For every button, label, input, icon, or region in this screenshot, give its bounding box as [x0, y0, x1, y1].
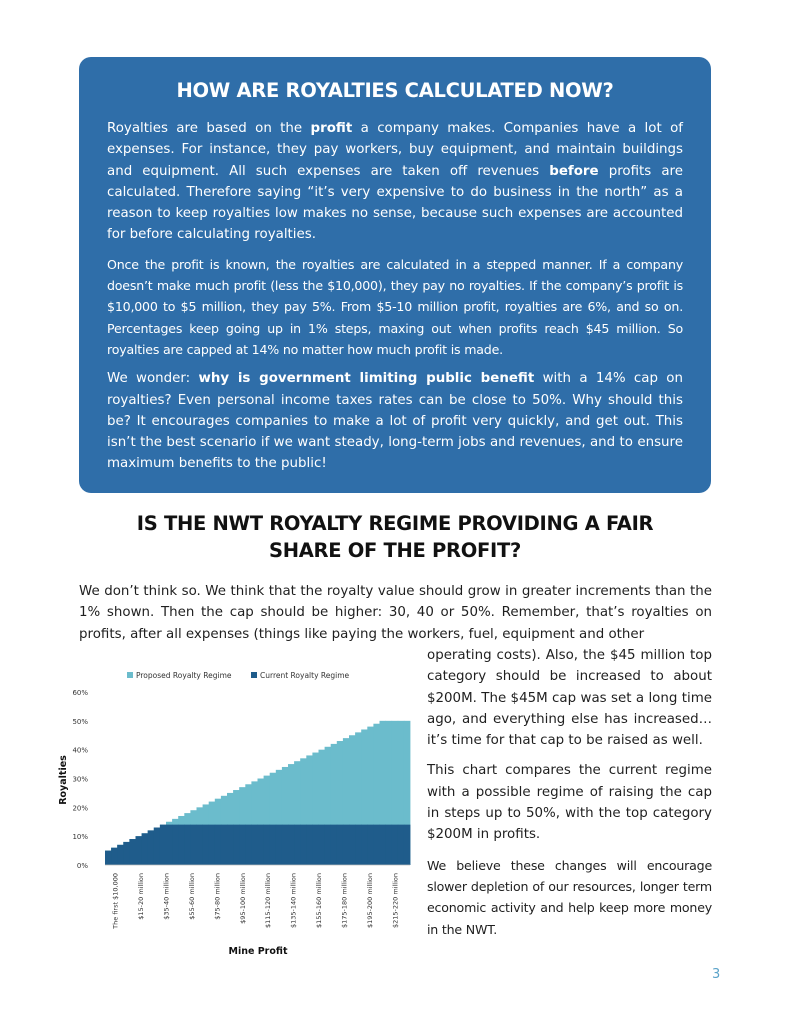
- y-tick-label: 60%: [72, 689, 88, 697]
- current-regime-bar: [337, 825, 344, 865]
- current-regime-bar: [270, 825, 277, 865]
- royalties-callout-box: [79, 57, 711, 493]
- current-regime-bar: [343, 825, 350, 865]
- current-regime-bar: [178, 825, 185, 865]
- current-regime-bar: [294, 825, 301, 865]
- right-paragraph-2: This chart compares the current regime with a possible regime of raising the cap in steps up to 50%, with the top category $200M in profits.: [427, 763, 712, 843]
- current-regime-bar: [148, 830, 155, 865]
- current-regime-bar: [398, 825, 405, 865]
- x-tick-label: $35-40 million: [162, 873, 171, 920]
- current-regime-bar: [349, 825, 356, 865]
- x-tick-label: $55-60 million: [187, 873, 196, 920]
- y-tick-label: 50%: [72, 717, 88, 726]
- current-regime-bar: [166, 825, 173, 865]
- current-regime-bar: [404, 825, 411, 865]
- current-regime-bar: [190, 825, 197, 865]
- legend-label-proposed: Proposed Royalty Regime: [136, 671, 232, 680]
- legend-swatch-current: [251, 672, 257, 678]
- current-regime-bar: [172, 825, 179, 865]
- x-tick-label: $215-220 million: [391, 873, 400, 929]
- y-tick-label: 30%: [72, 775, 88, 784]
- current-regime-bar: [380, 825, 387, 865]
- current-regime-bar: [123, 842, 130, 865]
- current-regime-bar: [245, 825, 252, 865]
- current-regime-bar: [142, 833, 149, 865]
- current-regime-bar: [117, 845, 124, 865]
- current-regime-bar: [392, 825, 399, 865]
- current-regime-bar: [221, 825, 228, 865]
- current-regime-bar: [129, 839, 136, 865]
- x-tick-label: $135-140 million: [289, 873, 298, 929]
- x-tick-label: $115-120 million: [264, 873, 273, 929]
- y-axis-title: Royalties: [58, 755, 69, 805]
- right-column-text: [427, 645, 712, 949]
- current-regime-bar: [312, 825, 319, 865]
- current-regime-bar: [264, 825, 271, 865]
- current-regime-bar: [160, 825, 167, 865]
- right-paragraph-1: operating costs). Also, the $45 million top category should be increased to about $200M. The $45M cap was set a long time ago, and everything else has increased… it’s time for that cap to be raised as well.: [427, 648, 712, 749]
- y-tick-label: 0%: [76, 862, 88, 870]
- x-tick-label: $15-20 million: [137, 873, 146, 920]
- x-tick-label: $195-200 million: [365, 873, 374, 929]
- right-paragraph-3: We believe these changes will encourage slower depletion of our resources, longer term economic activity and help keep more money in the NWT.: [427, 857, 712, 937]
- callout-paragraph-1: Royalties are based on the profit a company makes. Companies have a lot of expenses. For instance, they pay workers, buy equipment, and maintain buildings and equipment. All such expenses are taken off revenues before profits are calculated. Therefore saying “it’s very expensive to do business in the north” as a reason to keep royalties low makes no sense, because such expenses are accounted for before calculating royalties.: [107, 121, 684, 243]
- current-regime-bar: [319, 825, 326, 865]
- current-regime-bar: [288, 825, 295, 865]
- current-regime-bar: [331, 825, 338, 865]
- callout-title: HOW ARE ROYALTIES CALCULATED NOW?: [176, 79, 614, 102]
- x-tick-label: $175-180 million: [340, 873, 349, 929]
- section-title: IS THE NWT ROYALTY REGIME PROVIDING A FAIR SHARE OF THE PROFIT?: [136, 512, 654, 562]
- current-regime-bar: [282, 825, 289, 865]
- current-regime-bar: [276, 825, 283, 865]
- royalty-chart: [50, 660, 420, 965]
- current-regime-bar: [215, 825, 222, 865]
- y-tick-label: 20%: [72, 804, 88, 813]
- intro-paragraph: We don’t think so. We think that the royalty value should grow in greater increments than the 1% shown. Then the cap should be higher: 30, 40 or 50%. Remember, that’s royalties on profits, after all expenses (things like paying the workers, fuel, equipment and other: [79, 584, 712, 642]
- x-tick-label: The first $10,000: [111, 873, 120, 929]
- current-regime-bar: [111, 848, 118, 865]
- callout-paragraph-3: We wonder: why is government limiting public benefit with a 14% cap on royalties? Even personal income taxes rates can be close to 50%. Why should this be? It encourages companies to make a lot of profit very quickly, and get out. This isn’t the best scenario if we want steady, long-term jobs and revenues, and to ensure maximum benefits to the public!: [107, 371, 683, 472]
- x-tick-label: $95-100 million: [238, 873, 247, 924]
- current-regime-bar: [209, 825, 216, 865]
- callout-paragraph-2: Once the profit is known, the royalties are calculated in a stepped manner. If a company doesn’t make much profit (less the $10,000), they pay no royalties. If the company’s profit is $10,000 to $5 million, they pay 5%. From $5-10 million profit, royalties are 6%, and so on. Percentages keep going up in 1% steps, maxing out when profits reach $45 million. So royalties are capped at 14% no matter how much profit is made.: [107, 256, 683, 357]
- current-regime-bar: [239, 825, 246, 865]
- x-tick-label: $75-80 million: [213, 873, 222, 920]
- current-regime-bar: [197, 825, 204, 865]
- current-regime-bar: [300, 825, 307, 865]
- y-tick-label: 10%: [72, 833, 88, 842]
- current-regime-bar: [325, 825, 332, 865]
- x-tick-label: $155-160 million: [315, 873, 324, 929]
- current-regime-bar: [361, 825, 368, 865]
- current-regime-bar: [203, 825, 210, 865]
- current-regime-bar: [184, 825, 191, 865]
- current-regime-bar: [233, 825, 240, 865]
- current-regime-bar: [154, 828, 161, 865]
- current-regime-bar: [386, 825, 393, 865]
- current-regime-bar: [367, 825, 374, 865]
- royalty-chart-svg: [50, 660, 420, 965]
- x-axis-title: Mine Profit: [228, 946, 288, 957]
- current-regime-bar: [227, 825, 234, 865]
- legend-swatch-proposed: [127, 672, 133, 678]
- page-number: 3: [712, 967, 721, 982]
- current-regime-bar: [306, 825, 313, 865]
- current-regime-bar: [258, 825, 265, 865]
- current-regime-bar: [105, 851, 112, 865]
- current-regime-bar: [355, 825, 362, 865]
- y-tick-label: 40%: [72, 746, 88, 755]
- current-regime-bar: [251, 825, 258, 865]
- current-regime-bar: [136, 836, 143, 865]
- legend-label-current: Current Royalty Regime: [260, 671, 350, 680]
- current-regime-bar: [373, 825, 380, 865]
